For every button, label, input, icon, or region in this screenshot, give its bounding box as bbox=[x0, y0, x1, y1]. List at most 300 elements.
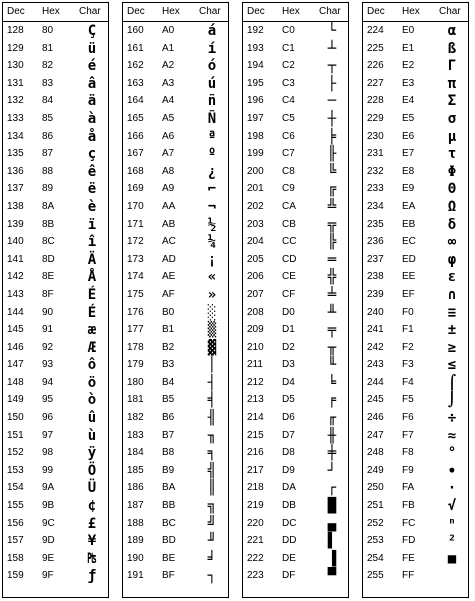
char-cell: ä bbox=[87, 93, 97, 110]
char-cell: ≡ bbox=[447, 304, 457, 321]
dec-cell: 128 bbox=[7, 25, 24, 36]
char-cell: ü bbox=[87, 40, 97, 57]
char-cell: ╪ bbox=[327, 445, 337, 462]
table-row bbox=[363, 251, 468, 269]
dec-cell: 150 bbox=[7, 412, 24, 424]
dec-cell: 180 bbox=[127, 376, 144, 388]
char-cell: ╓ bbox=[327, 410, 337, 427]
dec-cell: 247 bbox=[367, 429, 384, 441]
table-row bbox=[363, 304, 468, 322]
char-cell: Ö bbox=[87, 462, 97, 479]
hex-cell: D5 bbox=[282, 394, 295, 406]
table-row bbox=[123, 22, 228, 40]
hex-cell: 90 bbox=[42, 306, 54, 318]
hex-cell: C3 bbox=[282, 77, 295, 89]
hex-cell: FB bbox=[402, 500, 415, 512]
char-cell: ┘ bbox=[327, 462, 337, 479]
char-cell: ┬ bbox=[327, 58, 337, 75]
hex-cell: BE bbox=[162, 552, 176, 564]
dec-cell: 151 bbox=[7, 429, 24, 441]
char-cell: ⁿ bbox=[447, 515, 457, 532]
hex-cell: 98 bbox=[42, 447, 54, 459]
char-cell: ƒ bbox=[87, 568, 97, 585]
header-dec: Dec bbox=[7, 6, 25, 17]
table-row bbox=[363, 216, 468, 234]
hex-cell: F5 bbox=[402, 394, 414, 406]
table-row bbox=[363, 180, 468, 198]
table-row bbox=[3, 40, 108, 58]
char-cell: ⌐ bbox=[207, 181, 217, 198]
hex-cell: 83 bbox=[42, 77, 54, 89]
table-row bbox=[363, 427, 468, 445]
char-cell: ▐ bbox=[327, 550, 337, 567]
table-row bbox=[243, 567, 348, 585]
dec-cell: 199 bbox=[247, 148, 264, 160]
dec-cell: 250 bbox=[367, 482, 384, 494]
hex-cell: BD bbox=[162, 535, 176, 547]
hex-cell: C1 bbox=[282, 42, 295, 54]
char-cell: ≤ bbox=[447, 357, 457, 374]
dec-cell: 210 bbox=[247, 341, 264, 353]
header-hex: Hex bbox=[282, 6, 300, 17]
hex-cell: 86 bbox=[42, 130, 54, 142]
table-row bbox=[3, 567, 108, 585]
table-row bbox=[3, 163, 108, 181]
hex-cell: AC bbox=[162, 236, 176, 248]
hex-cell: FE bbox=[402, 552, 415, 564]
dec-cell: 197 bbox=[247, 112, 264, 124]
char-cell: è bbox=[87, 198, 97, 215]
table-header bbox=[123, 3, 228, 22]
hex-cell: DF bbox=[282, 570, 296, 582]
char-cell: ½ bbox=[207, 216, 217, 233]
dec-cell: 179 bbox=[127, 359, 144, 371]
dec-cell: 213 bbox=[247, 394, 264, 406]
char-cell: ╟ bbox=[327, 146, 337, 163]
dec-cell: 238 bbox=[367, 271, 384, 283]
char-cell: ╧ bbox=[327, 286, 337, 303]
table-row bbox=[3, 374, 108, 392]
hex-cell: FD bbox=[402, 535, 416, 547]
dec-cell: 203 bbox=[247, 218, 264, 230]
dec-cell: 134 bbox=[7, 130, 24, 142]
hex-cell: 87 bbox=[42, 148, 54, 160]
char-cell: ≥ bbox=[447, 339, 457, 356]
hex-cell: DB bbox=[282, 500, 296, 512]
dec-cell: 156 bbox=[7, 517, 24, 529]
dec-cell: 131 bbox=[7, 77, 24, 89]
table-row bbox=[3, 356, 108, 374]
hex-cell: 9F bbox=[42, 570, 54, 582]
table-row bbox=[243, 391, 348, 409]
dec-cell: 178 bbox=[127, 341, 144, 353]
table-row bbox=[363, 286, 468, 304]
dec-cell: 190 bbox=[127, 552, 144, 564]
char-cell: ë bbox=[87, 181, 97, 198]
char-cell: Ω bbox=[447, 198, 457, 215]
table-row bbox=[123, 550, 228, 568]
hex-cell: CF bbox=[282, 288, 296, 300]
dec-cell: 149 bbox=[7, 394, 24, 406]
char-cell: ± bbox=[447, 322, 457, 339]
dec-cell: 200 bbox=[247, 165, 264, 177]
char-cell: ╔ bbox=[327, 181, 337, 198]
char-cell: ÿ bbox=[87, 445, 97, 462]
hex-cell: C8 bbox=[282, 165, 295, 177]
dec-cell: 239 bbox=[367, 288, 384, 300]
table-row bbox=[243, 339, 348, 357]
char-cell: ┼ bbox=[327, 110, 337, 127]
hex-cell: BB bbox=[162, 500, 176, 512]
table-row bbox=[123, 145, 228, 163]
dec-cell: 254 bbox=[367, 552, 384, 564]
char-cell: ¡ bbox=[207, 251, 217, 268]
char-cell: ¼ bbox=[207, 234, 217, 251]
table-row bbox=[363, 567, 468, 585]
hex-cell: B7 bbox=[162, 429, 175, 441]
table-row bbox=[123, 339, 228, 357]
table-row bbox=[243, 479, 348, 497]
char-cell: ╨ bbox=[327, 304, 337, 321]
hex-cell: A6 bbox=[162, 130, 175, 142]
char-cell: ■ bbox=[447, 550, 457, 567]
table-row bbox=[243, 75, 348, 93]
table-row bbox=[243, 233, 348, 251]
hex-cell: 8D bbox=[42, 253, 55, 265]
table-row bbox=[3, 110, 108, 128]
table-row bbox=[363, 57, 468, 75]
table-row bbox=[243, 444, 348, 462]
char-cell: æ bbox=[87, 322, 97, 339]
char-cell: É bbox=[87, 286, 97, 303]
hex-cell: AE bbox=[162, 271, 176, 283]
table-row bbox=[3, 497, 108, 515]
char-cell: ┌ bbox=[327, 480, 337, 497]
hex-cell: B3 bbox=[162, 359, 175, 371]
char-cell: ╚ bbox=[327, 163, 337, 180]
table-row bbox=[243, 163, 348, 181]
dec-cell: 141 bbox=[7, 253, 24, 265]
table-row bbox=[123, 251, 228, 269]
hex-cell: AA bbox=[162, 200, 176, 212]
dec-cell: 244 bbox=[367, 376, 384, 388]
header-hex: Hex bbox=[402, 6, 420, 17]
char-cell: ¿ bbox=[207, 163, 217, 180]
char-cell: ² bbox=[447, 533, 457, 550]
hex-cell: A2 bbox=[162, 60, 175, 72]
table-row bbox=[123, 286, 228, 304]
dec-cell: 144 bbox=[7, 306, 24, 318]
table-row bbox=[123, 409, 228, 427]
char-cell: â bbox=[87, 75, 97, 92]
hex-cell: A7 bbox=[162, 148, 175, 160]
char-cell: Ç bbox=[87, 23, 97, 39]
char-cell: ─ bbox=[327, 93, 337, 110]
dec-cell: 246 bbox=[367, 412, 384, 424]
hex-cell: 82 bbox=[42, 60, 54, 72]
hex-cell: E7 bbox=[402, 148, 415, 160]
table-row bbox=[363, 532, 468, 550]
hex-cell: A0 bbox=[162, 25, 175, 36]
table-row bbox=[363, 391, 468, 409]
dec-cell: 154 bbox=[7, 482, 24, 494]
table-row bbox=[363, 145, 468, 163]
dec-cell: 202 bbox=[247, 200, 264, 212]
table-row bbox=[243, 268, 348, 286]
dec-cell: 236 bbox=[367, 236, 384, 248]
hex-cell: A4 bbox=[162, 95, 175, 107]
dec-cell: 243 bbox=[367, 359, 384, 371]
table-row bbox=[363, 356, 468, 374]
char-cell: Γ bbox=[447, 58, 457, 75]
hex-cell: DE bbox=[282, 552, 296, 564]
char-cell: ° bbox=[447, 445, 457, 462]
header-hex: Hex bbox=[42, 6, 60, 17]
dec-cell: 145 bbox=[7, 324, 24, 336]
char-cell: ╦ bbox=[327, 216, 337, 233]
table-row bbox=[123, 268, 228, 286]
table-row bbox=[243, 180, 348, 198]
char-cell: ╛ bbox=[207, 550, 217, 567]
char-cell: ∞ bbox=[447, 234, 457, 251]
table-row bbox=[123, 391, 228, 409]
char-cell: ▒ bbox=[207, 322, 217, 339]
char-cell: ╢ bbox=[207, 410, 217, 427]
table-row bbox=[363, 550, 468, 568]
hex-cell: C6 bbox=[282, 130, 295, 142]
dec-cell: 253 bbox=[367, 535, 384, 547]
hex-cell: 81 bbox=[42, 42, 54, 54]
dec-cell: 173 bbox=[127, 253, 144, 265]
char-cell: Φ bbox=[447, 163, 457, 180]
hex-cell: F1 bbox=[402, 324, 414, 336]
table-row bbox=[363, 233, 468, 251]
hex-cell: B2 bbox=[162, 341, 175, 353]
char-cell: ¬ bbox=[207, 198, 217, 215]
dec-cell: 248 bbox=[367, 447, 384, 459]
char-cell: ∩ bbox=[447, 286, 457, 303]
hex-cell: AF bbox=[162, 288, 175, 300]
table-row bbox=[123, 427, 228, 445]
dec-cell: 219 bbox=[247, 500, 264, 512]
hex-cell: AB bbox=[162, 218, 176, 230]
char-cell: ó bbox=[207, 58, 217, 75]
hex-cell: 91 bbox=[42, 324, 54, 336]
table-row bbox=[243, 286, 348, 304]
char-cell: φ bbox=[447, 251, 457, 268]
table-row bbox=[123, 57, 228, 75]
hex-cell: 85 bbox=[42, 112, 54, 124]
table-row bbox=[3, 216, 108, 234]
char-cell: δ bbox=[447, 216, 457, 233]
dec-cell: 245 bbox=[367, 394, 384, 406]
dec-cell: 252 bbox=[367, 517, 384, 529]
dec-cell: 226 bbox=[367, 60, 384, 72]
table-row bbox=[123, 304, 228, 322]
char-cell: ╘ bbox=[327, 374, 337, 391]
char-cell: ░ bbox=[207, 304, 217, 321]
dec-cell: 160 bbox=[127, 25, 144, 36]
table-row bbox=[3, 22, 108, 40]
hex-cell: E4 bbox=[402, 95, 415, 107]
dec-cell: 174 bbox=[127, 271, 144, 283]
dec-cell: 209 bbox=[247, 324, 264, 336]
hex-cell: 8F bbox=[42, 288, 54, 300]
hex-cell: EF bbox=[402, 288, 415, 300]
char-cell: ª bbox=[207, 128, 217, 145]
char-cell: î bbox=[87, 234, 97, 251]
dec-cell: 143 bbox=[7, 288, 24, 300]
hex-cell: E0 bbox=[402, 25, 415, 36]
dec-cell: 152 bbox=[7, 447, 24, 459]
table-row bbox=[243, 532, 348, 550]
table-row bbox=[243, 92, 348, 110]
hex-cell: E8 bbox=[402, 165, 415, 177]
hex-cell: B1 bbox=[162, 324, 175, 336]
dec-cell: 227 bbox=[367, 77, 384, 89]
char-cell: ╫ bbox=[327, 427, 337, 444]
char-cell: ├ bbox=[327, 75, 337, 92]
dec-cell: 130 bbox=[7, 60, 24, 72]
dec-cell: 177 bbox=[127, 324, 144, 336]
table-row bbox=[123, 567, 228, 585]
table-row bbox=[3, 515, 108, 533]
dec-cell: 146 bbox=[7, 341, 24, 353]
hex-cell: DD bbox=[282, 535, 297, 547]
hex-cell: BA bbox=[162, 482, 176, 494]
dec-cell: 136 bbox=[7, 165, 24, 177]
table-row bbox=[243, 128, 348, 146]
hex-cell: CC bbox=[282, 236, 297, 248]
hex-cell: D2 bbox=[282, 341, 295, 353]
hex-cell: 95 bbox=[42, 394, 54, 406]
hex-cell: F4 bbox=[402, 376, 414, 388]
dec-cell: 187 bbox=[127, 500, 144, 512]
table-row bbox=[3, 57, 108, 75]
table-row bbox=[363, 163, 468, 181]
header-dec: Dec bbox=[247, 6, 265, 17]
hex-cell: D4 bbox=[282, 376, 295, 388]
table-row bbox=[243, 497, 348, 515]
table-header bbox=[3, 3, 108, 22]
table-row bbox=[3, 198, 108, 216]
hex-cell: B4 bbox=[162, 376, 175, 388]
char-cell: ╬ bbox=[327, 269, 337, 286]
char-cell: » bbox=[207, 286, 217, 303]
table-row bbox=[243, 216, 348, 234]
table-row bbox=[123, 233, 228, 251]
dec-cell: 188 bbox=[127, 517, 144, 529]
dec-cell: 162 bbox=[127, 60, 144, 72]
table-row bbox=[123, 40, 228, 58]
char-cell: ╗ bbox=[207, 498, 217, 515]
header-char: Char bbox=[439, 6, 461, 17]
hex-cell: D9 bbox=[282, 464, 295, 476]
dec-cell: 166 bbox=[127, 130, 144, 142]
hex-cell: F7 bbox=[402, 429, 414, 441]
dec-cell: 142 bbox=[7, 271, 24, 283]
table-row bbox=[243, 57, 348, 75]
hex-cell: FA bbox=[402, 482, 415, 494]
dec-cell: 231 bbox=[367, 148, 384, 160]
table-row bbox=[123, 479, 228, 497]
table-row bbox=[3, 321, 108, 339]
char-cell: ₧ bbox=[87, 550, 97, 567]
dec-cell: 164 bbox=[127, 95, 144, 107]
hex-cell: D8 bbox=[282, 447, 295, 459]
table-row bbox=[3, 444, 108, 462]
hex-cell: BF bbox=[162, 570, 175, 582]
hex-cell: F6 bbox=[402, 412, 414, 424]
dec-cell: 183 bbox=[127, 429, 144, 441]
dec-cell: 132 bbox=[7, 95, 24, 107]
char-cell: ê bbox=[87, 163, 97, 180]
hex-cell: EA bbox=[402, 200, 416, 212]
char-cell: ╣ bbox=[207, 462, 217, 479]
hex-cell: C4 bbox=[282, 95, 295, 107]
dec-cell: 201 bbox=[247, 183, 264, 195]
ascii-table-4 bbox=[362, 2, 469, 598]
char-cell: ñ bbox=[207, 93, 217, 110]
char-cell: é bbox=[87, 58, 97, 75]
dec-cell: 168 bbox=[127, 165, 144, 177]
table-row bbox=[243, 374, 348, 392]
dec-cell: 225 bbox=[367, 42, 384, 54]
char-cell: à bbox=[87, 110, 97, 127]
char-cell: █ bbox=[327, 498, 337, 515]
hex-cell: B0 bbox=[162, 306, 175, 318]
char-cell: ┤ bbox=[207, 374, 217, 391]
table-row bbox=[243, 356, 348, 374]
char-cell: ¥ bbox=[87, 533, 97, 550]
table-row bbox=[123, 515, 228, 533]
table-row bbox=[123, 321, 228, 339]
table-row bbox=[243, 462, 348, 480]
dec-cell: 175 bbox=[127, 288, 144, 300]
char-cell: ⌠ bbox=[447, 374, 457, 391]
hex-cell: D1 bbox=[282, 324, 295, 336]
header-hex: Hex bbox=[162, 6, 180, 17]
hex-cell: 93 bbox=[42, 359, 54, 371]
dec-cell: 191 bbox=[127, 570, 144, 582]
char-cell: ⌡ bbox=[447, 392, 457, 409]
dec-cell: 167 bbox=[127, 148, 144, 160]
table-row bbox=[123, 110, 228, 128]
table-row bbox=[3, 304, 108, 322]
char-cell: ∙ bbox=[447, 462, 457, 479]
table-row bbox=[123, 374, 228, 392]
char-cell: ÷ bbox=[447, 410, 457, 427]
table-row bbox=[123, 163, 228, 181]
ascii-table-2 bbox=[122, 2, 229, 598]
dec-cell: 140 bbox=[7, 236, 24, 248]
hex-cell: 8A bbox=[42, 200, 55, 212]
char-cell: Å bbox=[87, 269, 97, 286]
char-cell: ╒ bbox=[327, 392, 337, 409]
hex-cell: ED bbox=[402, 253, 416, 265]
table-row bbox=[3, 462, 108, 480]
table-row bbox=[363, 497, 468, 515]
table-row bbox=[3, 286, 108, 304]
char-cell: ╖ bbox=[207, 427, 217, 444]
char-cell: ▓ bbox=[207, 339, 217, 356]
hex-cell: 88 bbox=[42, 165, 54, 177]
hex-cell: 84 bbox=[42, 95, 54, 107]
dec-cell: 159 bbox=[7, 570, 24, 582]
dec-cell: 186 bbox=[127, 482, 144, 494]
table-row bbox=[363, 339, 468, 357]
dec-cell: 211 bbox=[247, 359, 263, 371]
